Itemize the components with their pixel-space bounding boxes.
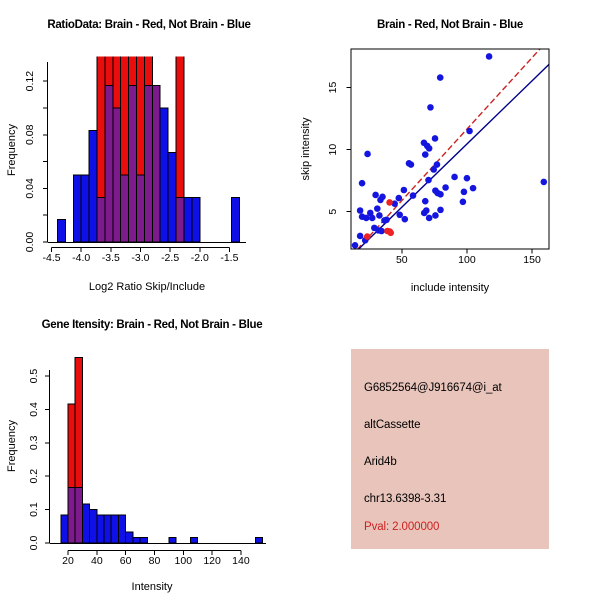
y-axis-title: skip intensity xyxy=(300,117,312,181)
scatter-point xyxy=(464,175,471,182)
y-tick-label: 0.0 xyxy=(28,535,40,551)
scatter-point xyxy=(421,210,428,217)
histogram-bar xyxy=(105,28,113,86)
scatter-point xyxy=(379,194,386,201)
histogram-bar xyxy=(113,108,121,242)
chart-title: Gene Itensity: Brain - Red, Not Brain - Blue xyxy=(41,319,263,331)
x-tick-label: -1.5 xyxy=(220,252,239,264)
x-tick-label: 120 xyxy=(203,555,221,567)
scatter-point xyxy=(437,74,444,81)
histogram-bar xyxy=(57,220,65,242)
scatter-point xyxy=(364,151,371,158)
scatter-point xyxy=(425,177,432,184)
histogram-bar xyxy=(68,404,75,487)
scatter-point xyxy=(357,207,364,214)
histogram-bar xyxy=(68,487,75,543)
panel-intensity_scatter xyxy=(300,19,549,294)
scatter-point xyxy=(364,233,371,240)
histogram-bar xyxy=(129,28,137,86)
x-tick-label: 100 xyxy=(174,555,193,567)
x-tick-label: 50 xyxy=(395,254,408,266)
x-axis-title: include intensity xyxy=(410,282,490,294)
scatter-point xyxy=(437,191,444,198)
scatter-point xyxy=(369,215,376,222)
histogram-bars xyxy=(61,358,263,543)
scatter-point xyxy=(442,184,449,191)
scatter-point xyxy=(466,128,473,135)
histogram-bar xyxy=(104,515,111,543)
scatter-point xyxy=(383,217,390,224)
x-tick-label: 140 xyxy=(232,555,250,567)
histogram-bar xyxy=(190,537,197,543)
y-tick-label: 0.4 xyxy=(28,402,40,417)
scatter-point xyxy=(432,135,439,142)
histogram-bar xyxy=(184,197,192,242)
scatter-point xyxy=(427,104,434,111)
x-tick-label: 20 xyxy=(62,555,74,567)
x-tick-label: 100 xyxy=(458,254,476,266)
scatter-point xyxy=(430,166,437,173)
histogram-bar xyxy=(160,108,168,242)
histogram-bar xyxy=(75,358,82,488)
pval-text: Pval: 2.000000 xyxy=(364,521,440,533)
scatter-point xyxy=(357,233,364,240)
scatter-point xyxy=(470,185,477,192)
histogram-bar xyxy=(137,175,145,242)
y-tick-label: 0.1 xyxy=(28,502,40,517)
histogram-bar xyxy=(231,197,239,242)
scatter-point xyxy=(486,53,493,60)
panel-ratio_hist xyxy=(6,19,251,293)
y-tick-label: 0.2 xyxy=(28,468,40,484)
x-axis-title: Log2 Ratio Skip/Include xyxy=(88,281,206,293)
histogram-bar xyxy=(176,197,184,242)
x-tick-label: 40 xyxy=(90,555,103,567)
histogram-bar xyxy=(105,86,113,242)
histogram-bars xyxy=(57,28,239,242)
histogram-bar xyxy=(126,532,133,543)
scatter-point xyxy=(410,192,417,199)
scatter-point xyxy=(374,205,381,212)
plot-contents xyxy=(351,39,549,256)
histogram-bar xyxy=(90,510,97,543)
histogram-bar xyxy=(118,515,125,543)
histogram-bar xyxy=(137,28,145,175)
y-tick-label: 0.12 xyxy=(24,70,36,92)
histogram-bar xyxy=(82,504,89,543)
histogram-bar xyxy=(97,515,104,543)
x-tick-label: -2.5 xyxy=(161,252,180,264)
scatter-point xyxy=(408,161,415,168)
scatter-point xyxy=(359,180,366,187)
y-tick-label: 0.00 xyxy=(24,231,36,253)
histogram-bar xyxy=(152,86,160,242)
info-panel xyxy=(351,349,549,549)
scatter-point xyxy=(437,207,444,214)
histogram-bar xyxy=(129,86,137,242)
scatter-point xyxy=(460,198,467,205)
scatter-point xyxy=(461,189,468,196)
histogram-bar xyxy=(73,175,81,242)
x-tick-label: -2.0 xyxy=(190,252,209,264)
scatter-point xyxy=(540,179,547,186)
y-axis-title: Frequency xyxy=(6,420,18,472)
scatter-point xyxy=(422,151,429,158)
histogram-bar xyxy=(113,28,121,108)
y-tick-label: 0.04 xyxy=(24,178,36,199)
chart-title: Brain - Red, Not Brain - Blue xyxy=(377,19,523,31)
scatter-point xyxy=(426,215,433,222)
event-type-text: altCassette xyxy=(364,419,421,431)
scatter-point xyxy=(363,215,370,222)
y-tick-label: 15 xyxy=(327,81,339,94)
brain_fit-line xyxy=(351,39,549,256)
axes xyxy=(347,49,550,254)
x-tick-label: -3.5 xyxy=(101,252,120,264)
scatter-point xyxy=(376,212,383,219)
histogram-bar xyxy=(111,515,118,543)
notbrain_fit-line xyxy=(351,64,549,256)
scatter-point xyxy=(426,145,433,152)
scatter-point xyxy=(396,212,403,219)
gene-name-text: Arid4b xyxy=(364,456,397,468)
histogram-bar xyxy=(169,537,176,543)
points-blue xyxy=(352,53,547,248)
histogram-bar xyxy=(97,197,105,242)
scatter-point xyxy=(432,212,439,219)
y-tick-label: 0.08 xyxy=(24,124,36,145)
histogram-bar xyxy=(75,487,82,543)
histogram-bar xyxy=(140,537,147,543)
scatter-point xyxy=(387,230,394,237)
y-tick-label: 0.3 xyxy=(28,435,40,451)
scatter-point xyxy=(396,195,403,202)
y-tick-label: 0.5 xyxy=(28,368,40,384)
histogram-bar xyxy=(81,175,89,242)
probe-id-text: G6852564@J916674@i_at xyxy=(364,382,502,394)
scatter-point xyxy=(372,192,379,199)
histogram-bar xyxy=(192,197,200,242)
histogram-bar xyxy=(61,515,68,543)
x-axis-title: Intensity xyxy=(131,581,173,593)
scatter-point xyxy=(378,228,385,235)
histogram-bar xyxy=(97,28,105,198)
plot-box xyxy=(351,49,549,249)
histogram-bar xyxy=(255,537,262,543)
x-tick-label: -4.5 xyxy=(42,252,61,264)
histogram-bar xyxy=(144,28,152,86)
histogram-bar xyxy=(121,28,129,175)
y-tick-label: 5 xyxy=(327,208,339,215)
histogram-bar xyxy=(176,28,184,198)
histogram-bar xyxy=(133,537,140,543)
scatter-point xyxy=(401,187,408,194)
panel-gene_hist xyxy=(6,319,266,593)
scatter-point xyxy=(401,216,408,223)
histogram-bar xyxy=(168,153,176,242)
x-tick-label: 80 xyxy=(148,555,161,567)
scatter-point xyxy=(451,174,458,181)
locus-text: chr13.6398-3.31 xyxy=(364,493,447,505)
scatter-point xyxy=(386,199,393,206)
histogram-bar xyxy=(89,130,97,242)
x-tick-label: -3.0 xyxy=(131,252,150,264)
x-tick-label: 60 xyxy=(119,555,132,567)
scatter-point xyxy=(422,198,429,205)
y-axis-title: Frequency xyxy=(6,124,18,176)
x-tick-label: -4.0 xyxy=(72,252,91,264)
scatter-point xyxy=(352,242,359,249)
chart-title: RatioData: Brain - Red, Not Brain - Blue xyxy=(47,19,251,31)
histogram-bar xyxy=(144,86,152,242)
x-tick-label: 150 xyxy=(523,254,541,266)
y-tick-label: 10 xyxy=(327,143,339,156)
histogram-bar xyxy=(121,175,129,242)
